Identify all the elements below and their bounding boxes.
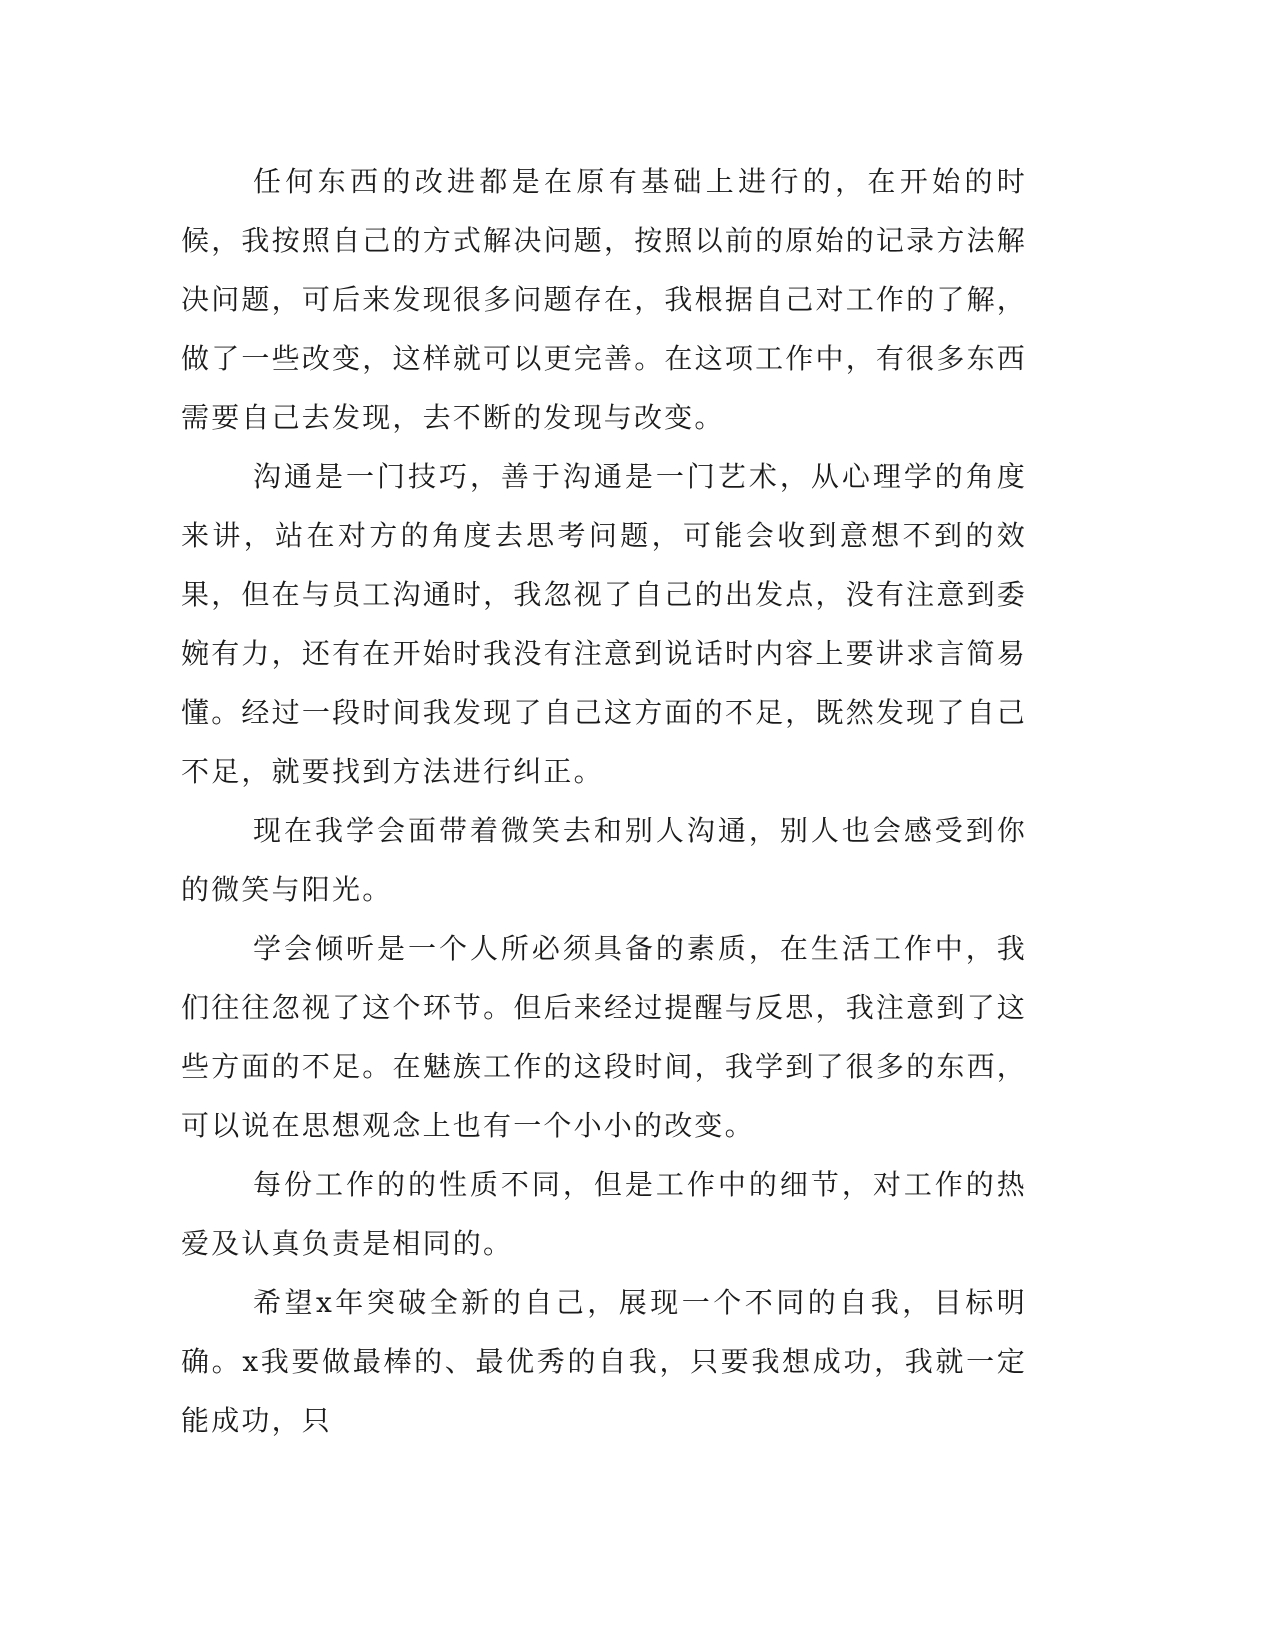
paragraph-6: 希望x年突破全新的自己，展现一个不同的自我，目标明确。x我要做最棒的、最优秀的自我，只要我想成功，我就一定能成功，只 [181, 1286, 1027, 1437]
document-body [181, 152, 1027, 1450]
paragraph-1: 任何东西的改进都是在原有基础上进行的，在开始的时候，我按照自己的方式解决问题，按照以前的原始的记录方法解决问题，可后来发现很多问题存在，我根据自己对工作的了解，做了一些改变，这样就可以更完善。在这项工作中，有很多东西需要自己去发现，去不断的发现与改变。 [181, 165, 1027, 434]
paragraph-4: 学会倾听是一个人所必须具备的素质，在生活工作中，我们往往忽视了这个环节。但后来经过提醒与反思，我注意到了这些方面的不足。在魅族工作的这段时间，我学到了很多的东西，可以说在思想观念上也有一个小小的改变。 [181, 932, 1027, 1142]
paragraph-5: 每份工作的的性质不同，但是工作中的细节，对工作的热爱及认真负责是相同的。 [181, 1168, 1027, 1260]
paragraph-2: 沟通是一门技巧，善于沟通是一门艺术，从心理学的角度来讲，站在对方的角度去思考问题，可能会收到意想不到的效果，但在与员工沟通时，我忽视了自己的出发点，没有注意到委婉有力，还有在开始时我没有注意到说话时内容上要讲求言简易懂。经过一段时间我发现了自己这方面的不足，既然发现了自己不足，就要找到方法进行纠正。 [181, 460, 1027, 788]
paragraph-3: 现在我学会面带着微笑去和别人沟通，别人也会感受到你的微笑与阳光。 [181, 814, 1027, 906]
